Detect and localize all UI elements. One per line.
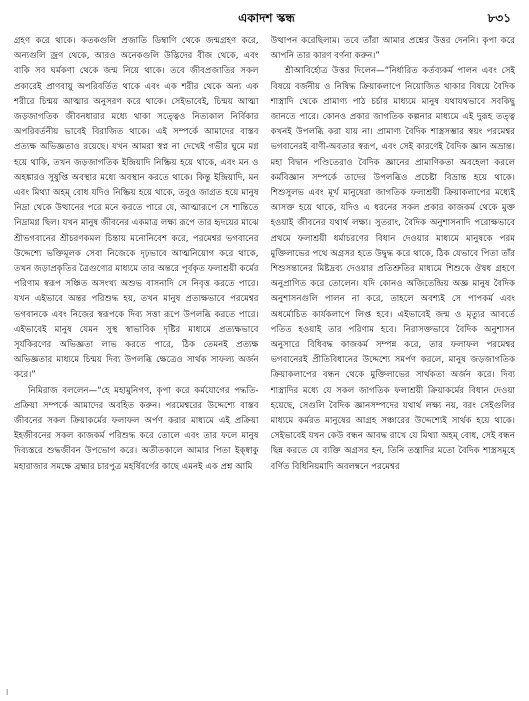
- paragraph: নিমিরাজ বললেন—“হে মহামুনিগণ, কৃপা করে কর্মযোগের পদ্ধতি-প্রক্রিয়া সম্পর্কে আমাদের অবহিত করুন। পরমেশ্বরের উদ্দেশ্যে বাস্তব জীবনের সকল ক্রিয়াকর্মের ফলাফল অর্পণ করার মাধ্যমে এই প্রক্রিয়া ইহজীবনের সকল কাজকর্ম পরিশুদ্ধ করে তোলে এবং তার ফলে মানুষ দিব্যস্তরে শুদ্ধজীবন উপভোগ করে। অতীতকালে আমার পিতা ইক্ষ্বাকু মহারাজার সমক্ষে ব্রহ্মার চারপুত্র মহর্ষিবর্গের কাছে এমনই এক প্রশ্ন আমি: [14, 385, 259, 472]
- page-number: ৮৩১: [487, 11, 511, 25]
- paragraph: গ্রহণ করে থাকে। কতকগুলি প্রজাতি ডিম্বাণি থেকে জন্মগ্রহণ করে, অন্যগুলি জ্রণ থেকে, আরও অনেকগুলি উদ্ভিদের বীজ থেকে, এবং বাকি সব ঘর্মকণা থেকে জন্ম নিয়ে থাকে। তবে জীবপ্রজাতির সকল প্রকারেই প্রাণবায়ু অপরিবর্তিত থাকে এবং এক শরীর থেকে অন্য এক শরীরে চিন্ময় আত্মার অনুসরণ করে থাকে। সেইভাবেই, চিন্ময় আত্মা জড়জাগতিক জীবনধারার মধ্যে থাকা সত্ত্বেও নিত্যকাল নির্বিকার অপরিবর্তনীয় ভাবেই বিরাজিত থাকে। এই সম্পর্কে আমাদের বাস্তব প্রত্যক্ষ অভিজ্ঞতাও রয়েছে। যখন আমরা স্বপ্ন না দেখেই গভীর ঘুমে মগ্ন হয়ে থাকি, তখন জড়জাগতিক ইন্দ্রিয়াদি নিষ্ক্রিয় হয়ে থাকে, এবং মন ও অহঙ্কারও সুষুপ্তি অবস্থার মধ্যে অবস্থান করতে থাকে। কিন্তু ইন্দ্রিয়াদি, মন এবং মিথ্যা অহম্ বোধ যদিও নিষ্ক্রিয় হয়ে থাকে, তবুও জাগ্রত হয়ে মানুষ নিদ্রা থেকে উত্থানের পরে মনে করতে পারে যে, আত্মারূপে সে শান্তিতে নিদ্রামগ্ন ছিল। যখন মানুষ জীবনের একমাত্র লক্ষ্য রূপে তার হৃদয়ের মাঝে শ্রীভগবানের শ্রীচরণকমল চিন্তায় মনোনিবেশ করে, পরমেশ্বর ভগবানের উদ্দেশ্যে ভক্তিমূলক সেবা নিজেকে দৃঢ়ভাবে আত্মনিয়োগ করে থাকে, তখন জড়াপ্রকৃতির ত্রৈগুণ্যের মাধ্যমে তার অন্তরে পূর্বকৃত ফলাশ্রয়ী কর্মের পরিণাম স্বরূপ সঞ্চিত অসংখ্য অশুভ বাসনাদি সে নিবৃত্ত করতে পারে। যখন এইভাবে অন্তর পরিশুদ্ধ হয়, তখন মানুষ প্রত্যক্ষভাবে পরমেশ্বর ভগবানকে এবং নিজের স্বরূপকে দিব্য সত্তা রূপে উপলব্ধি করতে পারে। এইভাবেই মানুষ যেমন সুস্থ স্বাভাবিক দৃষ্টির মাধ্যমে প্রত্যক্ষভাবে সূর্যকিরণের অভিজ্ঞতা লাভ করতে পারে, ঠিক তেমনই প্রত্যক্ষ অভিজ্ঞতার মাধ্যমে চিন্ময় দিব্য উপলব্ধি ক্ষেত্রেও সার্থক সাফল্য অর্জন করে।”: [14, 36, 259, 381]
- page-header: [22, 10, 511, 32]
- footer-mark: l: [6, 688, 9, 697]
- right-column: [271, 34, 516, 679]
- paragraph: উত্থাপন করেছিলাম। তবে তাঁরা আমার প্রশ্নের উত্তর দেননি। কৃপা করে আপনি তার কারণ বর্ণনা করুন।”: [270, 36, 515, 62]
- running-title: একাদশ স্কন্ধ: [238, 11, 295, 25]
- left-column: [14, 34, 259, 679]
- paragraph: শ্রীআবির্হোত্র উত্তর দিলেন—“নির্ধারিত কর্তব্যকর্ম পালন এবং সেই বিষয়ে বর্জনীয় ও নিষিদ্ধ ক্রিয়াকলাপে নিয়োজিত থাকার বিষয়ে বৈদিক শাস্ত্রাদি থেকে প্রামাণ্য পাঠ চর্চার মাধ্যমে মানুষ যথাযথভাবে সবকিছু জানতে পারে। কোনও প্রকার জাগতিক কল্পনার মাধ্যমে এই দুরূহ তত্ত্ব কখনই উপলব্ধি করা যায় না। প্রামাণ্য বৈদিক শাস্ত্রসম্ভার স্বয়ং পরমেশ্বর ভগবানেরই বাণী-অবতার স্বরূপ, এবং সেই কারণেই বৈদিক জ্ঞান অভ্রান্ত। মহা বিদ্বান পণ্ডিতেরাও বৈদিক জ্ঞানের প্রামাণিকতা অবহেলা করলে কর্মবিজ্ঞান সম্পর্কে তাদের উপলব্ধিও প্রচেষ্টা বিভ্রান্ত হয়ে থাকে। শিশুসুলভ এবং মূর্খ মানুষেরা জাগতিক ফলাশ্রয়ী ক্রিয়াকলাপের মধ্যেই আসক্ত হয়ে থাকে, যদিও এ ধরনের সকল প্রকার কাজকর্ম থেকে মুক্ত হওয়াই জীবনের যথার্থ লক্ষ্য। সুতরাং, বৈদিক অনুশাসনাদি পরোক্ষভাবে প্রথমে ফলাশ্রয়ী ধর্মাচরণের বিধান দেওয়ার মাধ্যমে মানুষকে পরম মুক্তিলাভের পথে অগ্রসর হতে উদ্বুদ্ধ করে থাকে, ঠিক যেভাবে পিতা তাঁর শিশুসন্তানের মিষ্টদ্রব্য দেওয়ার প্রতিশ্রুতির মাধ্যমে শিশুকে ঔষধ গ্রহণে অনুপ্রাণিত করে তোলেন। যদি কোনও অজিতেন্দ্রিয় অজ্ঞ মানুষ বৈদিক অনুশাসনগুলি পালন না করে, তাহলে অবশ্যই সে পাপকর্ম এবং অধর্মোচিত কার্যকলাপে লিপ্ত হবে। এইভাবেই জন্ম ও মৃত্যুর আবর্তে পতিত হওয়াই তার পরিণাম হবে। নিরাসক্তভাবে বৈদিক অনুশাসন অনুসারে বিধিবদ্ধ কাজকর্ম সম্পন্ন করে, তার ফলাফল পরমেশ্বর ভগবানেরই প্রীতিবিধানের উদ্দেশ্যে সমর্পণ করলে, মানুষ জড়জাগতিক ক্রিয়াকলাপের বন্ধন থেকে মুক্তিলাভের সার্থকতা অর্জন করে। দিব্য শাস্ত্রাদির মধ্যে যে সকল জাগতিক ফলাশ্রয়ী ক্রিয়াকর্মের বিধান দেওয়া হয়েছে, সেগুলি বৈদিক জ্ঞানসম্পদের যথার্থ লক্ষ্য নয়, বরং সেইগুলির মাধ্যমে কর্মরত মানুষের আগ্রহ সঞ্চারের উদ্দেশ্যেই সার্থক হয়ে থাকে। সেইভাবেই যখন কেউ বন্ধন আবদ্ধ রাখে যে মিথ্যা অহম্ বোধ, সেই বন্ধন ছিন্ন করতে যে ব্যক্তি অগ্রসর হন, তিনি তন্ত্রাদির মতো বৈদিক শাস্ত্রসমূহে বর্ণিত বিধিনিয়মাদি অবলম্বনে পরমেশ্বর: [270, 66, 515, 472]
- text-columns: [14, 34, 515, 679]
